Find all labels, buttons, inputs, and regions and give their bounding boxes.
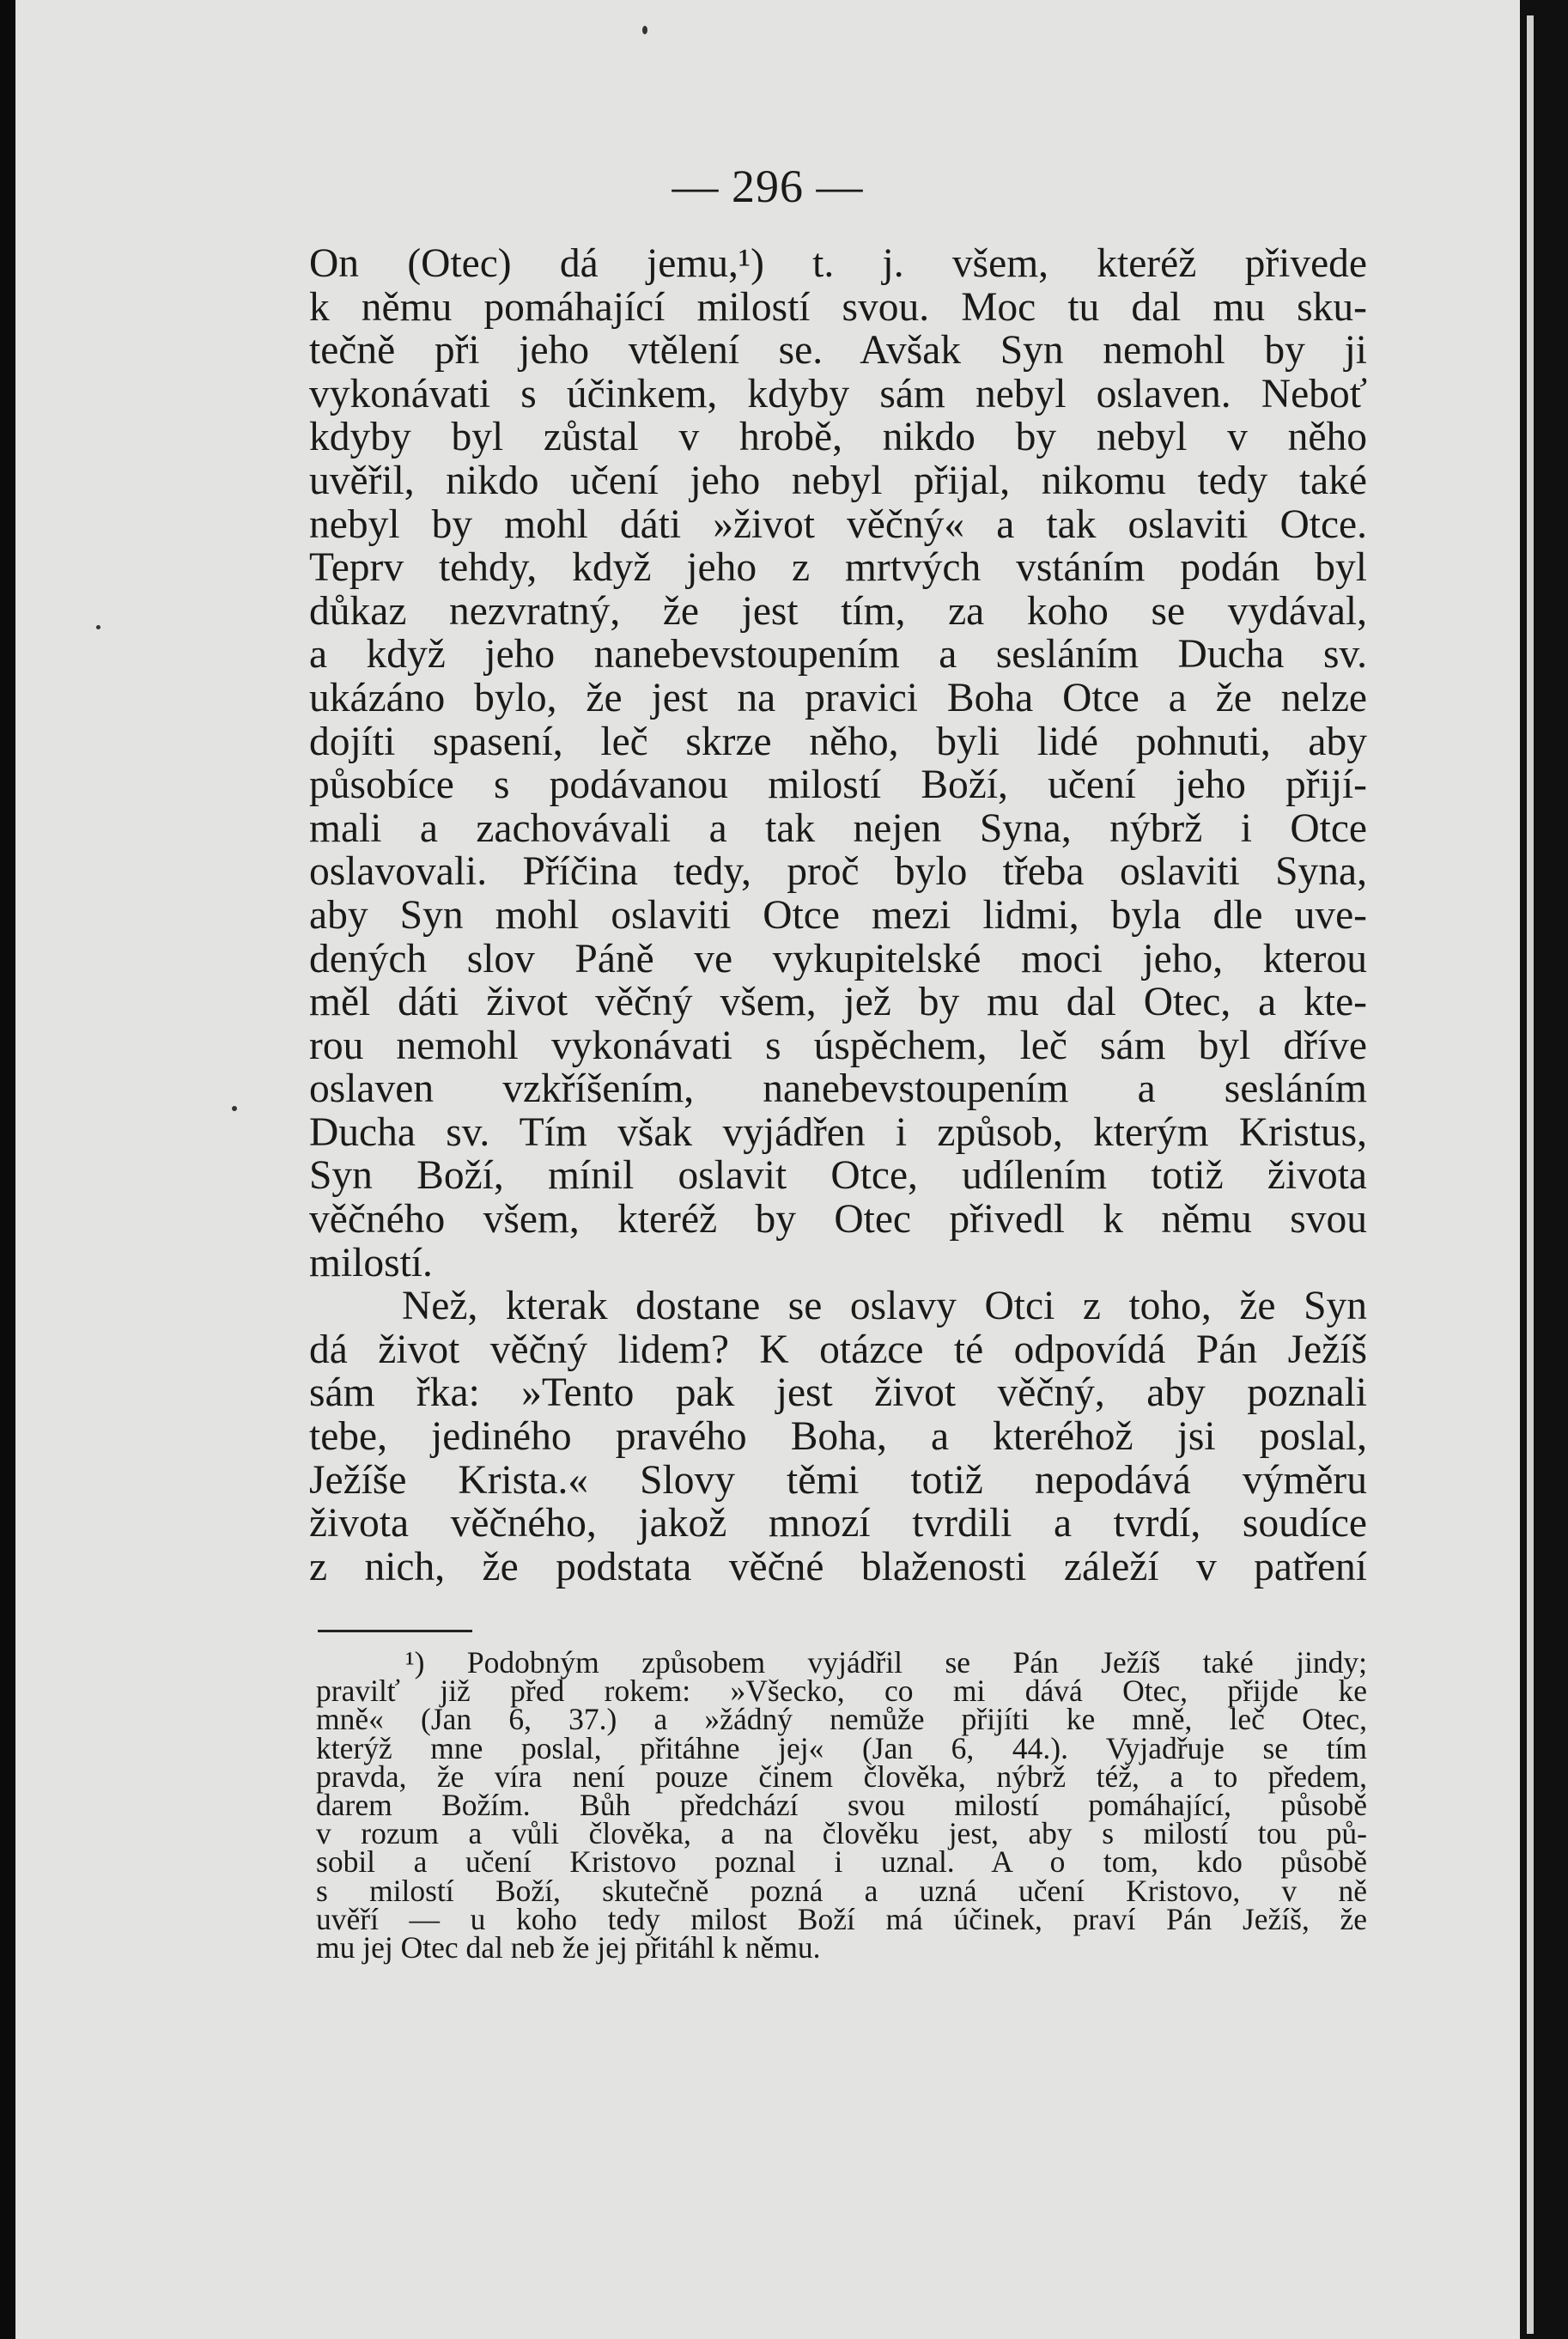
text-line: dených slov Páně ve vykupitelské moci jeho, kterou (309, 936, 1367, 981)
footnote-line: v rozum a vůli člověka, a na člověku jest, aby s milostí tou pů- (316, 1816, 1367, 1851)
text-line: kdyby byl zůstal v hrobě, nikdo by nebyl v něho (309, 415, 1367, 460)
text-line: Teprv tehdy, když jeho z mrtvých vstáním podán byl (309, 545, 1367, 591)
footnote-line: mně« (Jan 6, 37.) a »žádný nemůže přijíti ke mně, leč Otec, (316, 1702, 1367, 1737)
text-line: z nich, že podstata věčné blaženosti záleží v patření (309, 1544, 1367, 1589)
footnote-line: uvěří — u koho tedy milost Boží má účinek, praví Pán Ježíš, že (316, 1901, 1367, 1936)
text-line: a když jeho nanebevstoupením a sesláním Ducha sv. (309, 632, 1367, 677)
footnote-line: mu jej Otec dal neb že jej přitáhl k němu. (316, 1929, 821, 1965)
text-line: tečně při jeho vtělení se. Avšak Syn nemohl by ji (309, 328, 1367, 374)
text-line: ukázáno bylo, že jest na pravici Boha Otce a že nelze (309, 675, 1367, 720)
text-line: On (Otec) dá jemu,¹) t. j. všem, kteréž přivede (309, 241, 1367, 286)
text-line: měl dáti život věčný všem, jež by mu dal Otec, a kte- (309, 980, 1367, 1025)
text-line: Ježíše Krista.« Slovy těmi totiž nepodává výměru (309, 1457, 1367, 1503)
footnote-line: pravilť již před rokem: »Všecko, co mi dává Otec, přijde ke (316, 1674, 1367, 1709)
text-line: Než, kterak dostane se oslavy Otci z toho, že Syn (402, 1284, 1367, 1329)
text-line: vykonávati s účinkem, kdyby sám nebyl oslaven. Neboť (309, 371, 1367, 416)
text-line: k němu pomáhající milostí svou. Moc tu dal mu sku- (309, 284, 1367, 330)
book-page (15, 0, 1520, 2339)
text-line: Syn Boží, mínil oslavit Otce, udílením totiž života (309, 1153, 1367, 1199)
text-line: milostí. (309, 1240, 433, 1285)
text-line: života věčného, jakož mnozí tvrdili a tvrdí, soudíce (309, 1501, 1367, 1546)
footnote-line: s milostí Boží, skutečně pozná a uzná učení Kristovo, v ně (316, 1873, 1367, 1908)
footnote-line: darem Božím. Bůh předchází svou milostí pomáhající, působě (316, 1787, 1367, 1822)
text-line: působíce s podávanou milostí Boží, učení jeho přijí- (309, 762, 1367, 808)
footnote-line: ¹) Podobným způsobem vyjádřil se Pán Ježíš také jindy; (405, 1645, 1367, 1680)
scan-edge (1527, 15, 1534, 2334)
text-line: tebe, jediného pravého Boha, a kteréhož jsi poslal, (309, 1414, 1367, 1460)
text-line: oslaven vzkříšením, nanebevstoupením a sesláním (309, 1066, 1367, 1112)
footnote-line: pravda, že víra není pouze činem člověka, nýbrž též, a to předem, (316, 1759, 1367, 1794)
text-line: nebyl by mohl dáti »život věčný« a tak oslaviti Otce. (309, 501, 1367, 547)
text-line: rou nemohl vykonávati s úspěchem, leč sám byl dříve (309, 1023, 1367, 1068)
print-speck (232, 1106, 237, 1111)
print-speck (96, 625, 100, 629)
footnote-line: kterýž mne poslal, přitáhne jej« (Jan 6, 44.). Vyjadřuje se tím (316, 1730, 1367, 1765)
text-line: sám řka: »Tento pak jest život věčný, aby poznali (309, 1370, 1367, 1416)
page-number: — 296 — (672, 161, 864, 212)
text-line: oslavovali. Příčina tedy, proč bylo třeba oslaviti Syna, (309, 849, 1367, 895)
text-line: uvěřil, nikdo učení jeho nebyl přijal, nikomu tedy také (309, 458, 1367, 503)
main-text (309, 242, 1367, 1589)
text-line: dojíti spasení, leč skrze něho, byli lidé pohnuti, aby (309, 719, 1367, 764)
text-line: důkaz nezvratný, že jest tím, za koho se vydával, (309, 588, 1367, 634)
footnote (316, 1645, 1367, 1965)
text-line: dá život věčný lidem? K otázce té odpovídá Pán Ježíš (309, 1327, 1367, 1372)
text-line: aby Syn mohl oslaviti Otce mezi lidmi, byla dle uve- (309, 892, 1367, 938)
text-line: věčného všem, kteréž by Otec přivedl k němu svou (309, 1197, 1367, 1242)
footnote-divider (318, 1630, 472, 1632)
text-line: Ducha sv. Tím však vyjádřen i způsob, kterým Kristus, (309, 1109, 1367, 1155)
text-line: mali a zachovávali a tak nejen Syna, nýbrž i Otce (309, 805, 1367, 851)
footnote-line: sobil a učení Kristovo poznal i uznal. A o tom, kdo působě (316, 1844, 1367, 1880)
print-speck (642, 26, 647, 34)
